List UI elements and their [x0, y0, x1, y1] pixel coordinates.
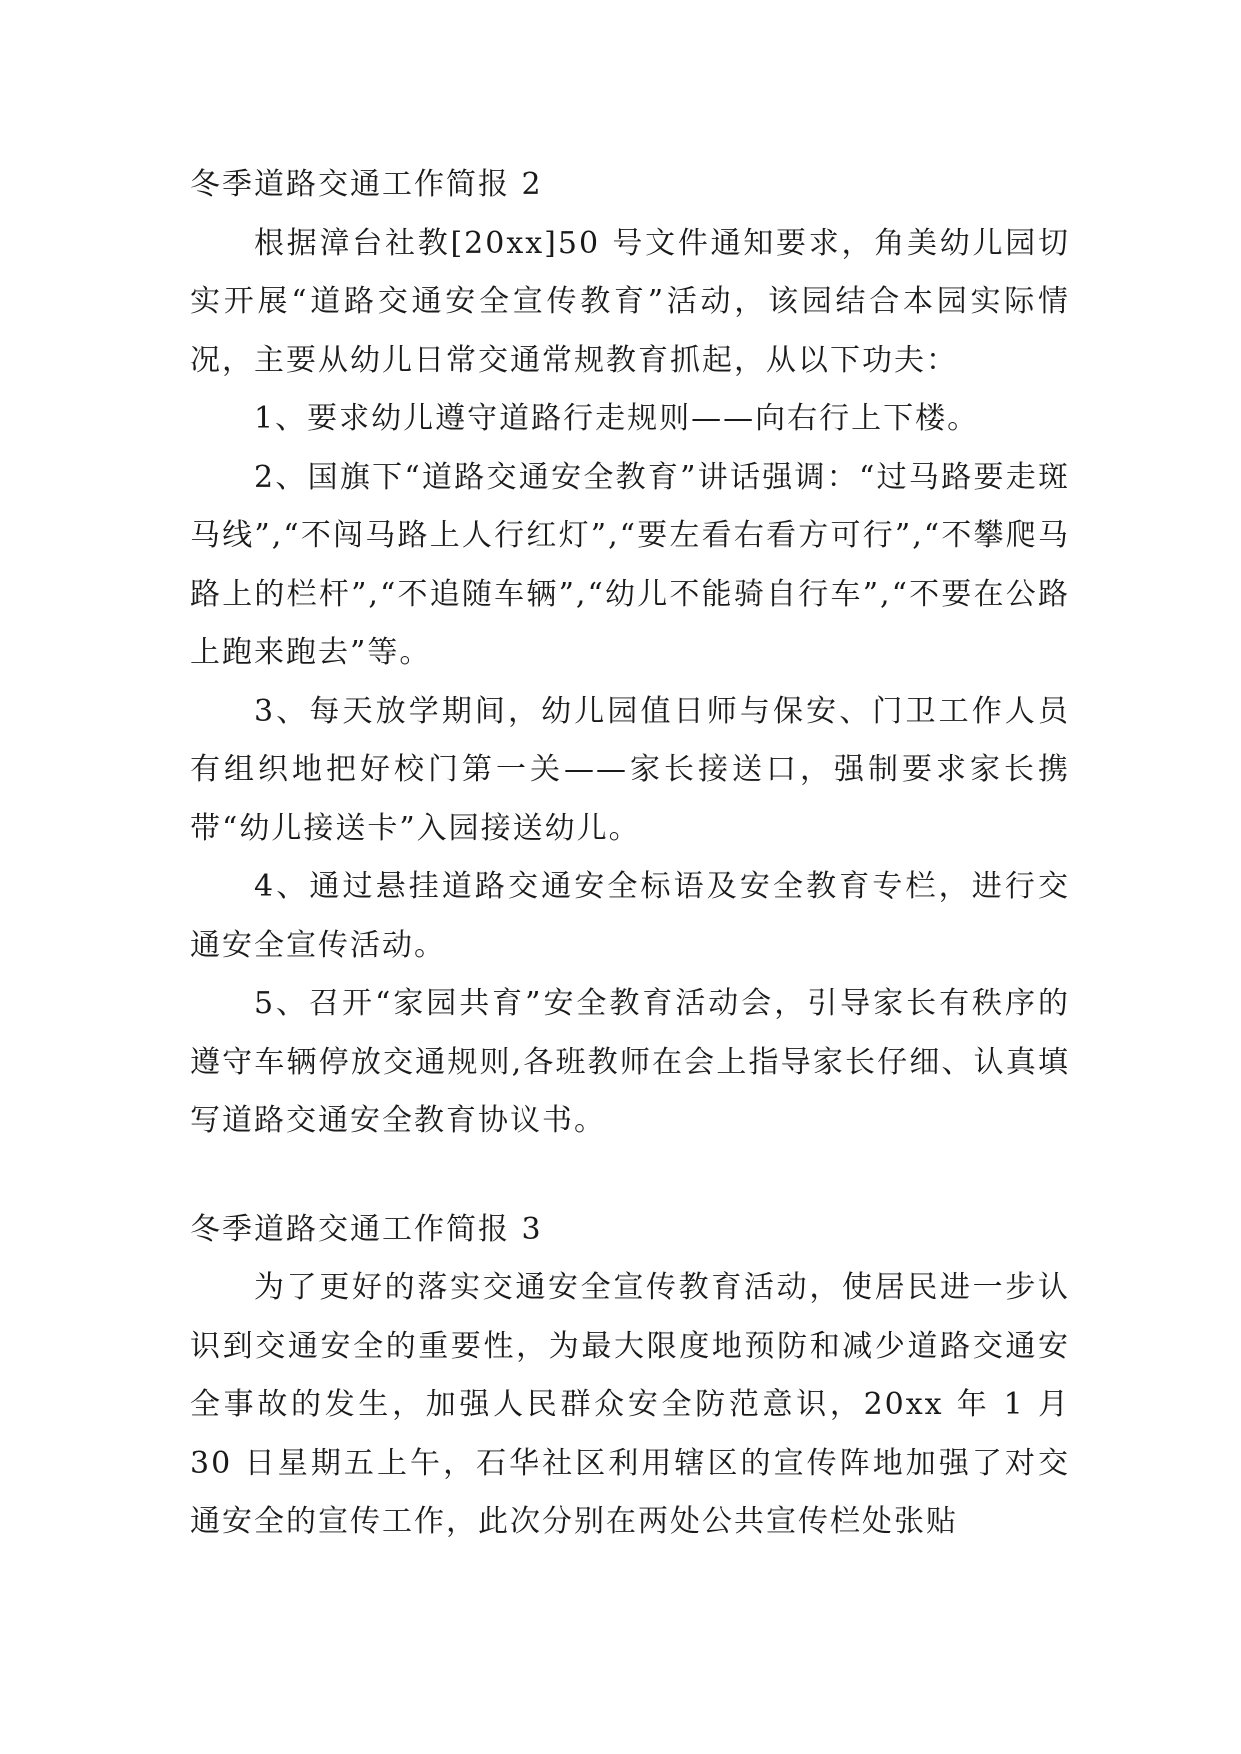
section-2-paragraph-intro: 根据漳台社教[20xx]50 号文件通知要求，角美幼儿园切实开展“道路交通安全宣传教育”活动，该园结合本园实际情况，主要从幼儿日常交通常规教育抓起，从以下功夫：: [190, 225, 1070, 378]
section-2-title: 冬季道路交通工作简报 2: [190, 167, 543, 202]
section-2-paragraph-item-3: 3、每天放学期间，幼儿园值日师与保安、门卫工作人员有组织地把好校门第一关——家长接送口，强制要求家长携带“幼儿接送卡”入园接送幼儿。: [190, 693, 1070, 846]
section-2-paragraph-item-5: 5、召开“家园共育”安全教育活动会，引导家长有秩序的遵守车辆停放交通规则,各班教师在会上指导家长仔细、认真填写道路交通安全教育协议书。: [190, 986, 1070, 1138]
section-2-paragraph-item-1: 1、要求幼儿遵守道路行走规则——向右行上下楼。: [254, 401, 980, 436]
section-2-paragraph-item-4: 4、通过悬挂道路交通安全标语及安全教育专栏，进行交通安全宣传活动。: [190, 869, 1070, 963]
section-3-paragraph-intro: 为了更好的落实交通安全宣传教育活动，使居民进一步认识到交通安全的重要性，为最大限度地预防和减少道路交通安全事故的发生，加强人民群众安全防范意识，20xx 年 1 月 30 日星期五上午，石华社区利用辖区的宣传阵地加强了对交通安全的宣传工作，此次分别在两处公共宣传栏处张贴: [190, 1270, 1070, 1539]
section-3-title: 冬季道路交通工作简报 3: [190, 1211, 543, 1247]
section-2-paragraph-item-2: 2、国旗下“道路交通安全教育”讲话强调：“过马路要走斑马线”,“不闯马路上人行红灯”,“要左看右看方可行”,“不攀爬马路上的栏杆”,“不追随车辆”,“幼儿不能骑自行车”,“不要在公路上跑来跑去”等。: [190, 459, 1070, 670]
document-body: [190, 156, 1070, 1552]
section-spacer: [190, 1151, 1070, 1201]
